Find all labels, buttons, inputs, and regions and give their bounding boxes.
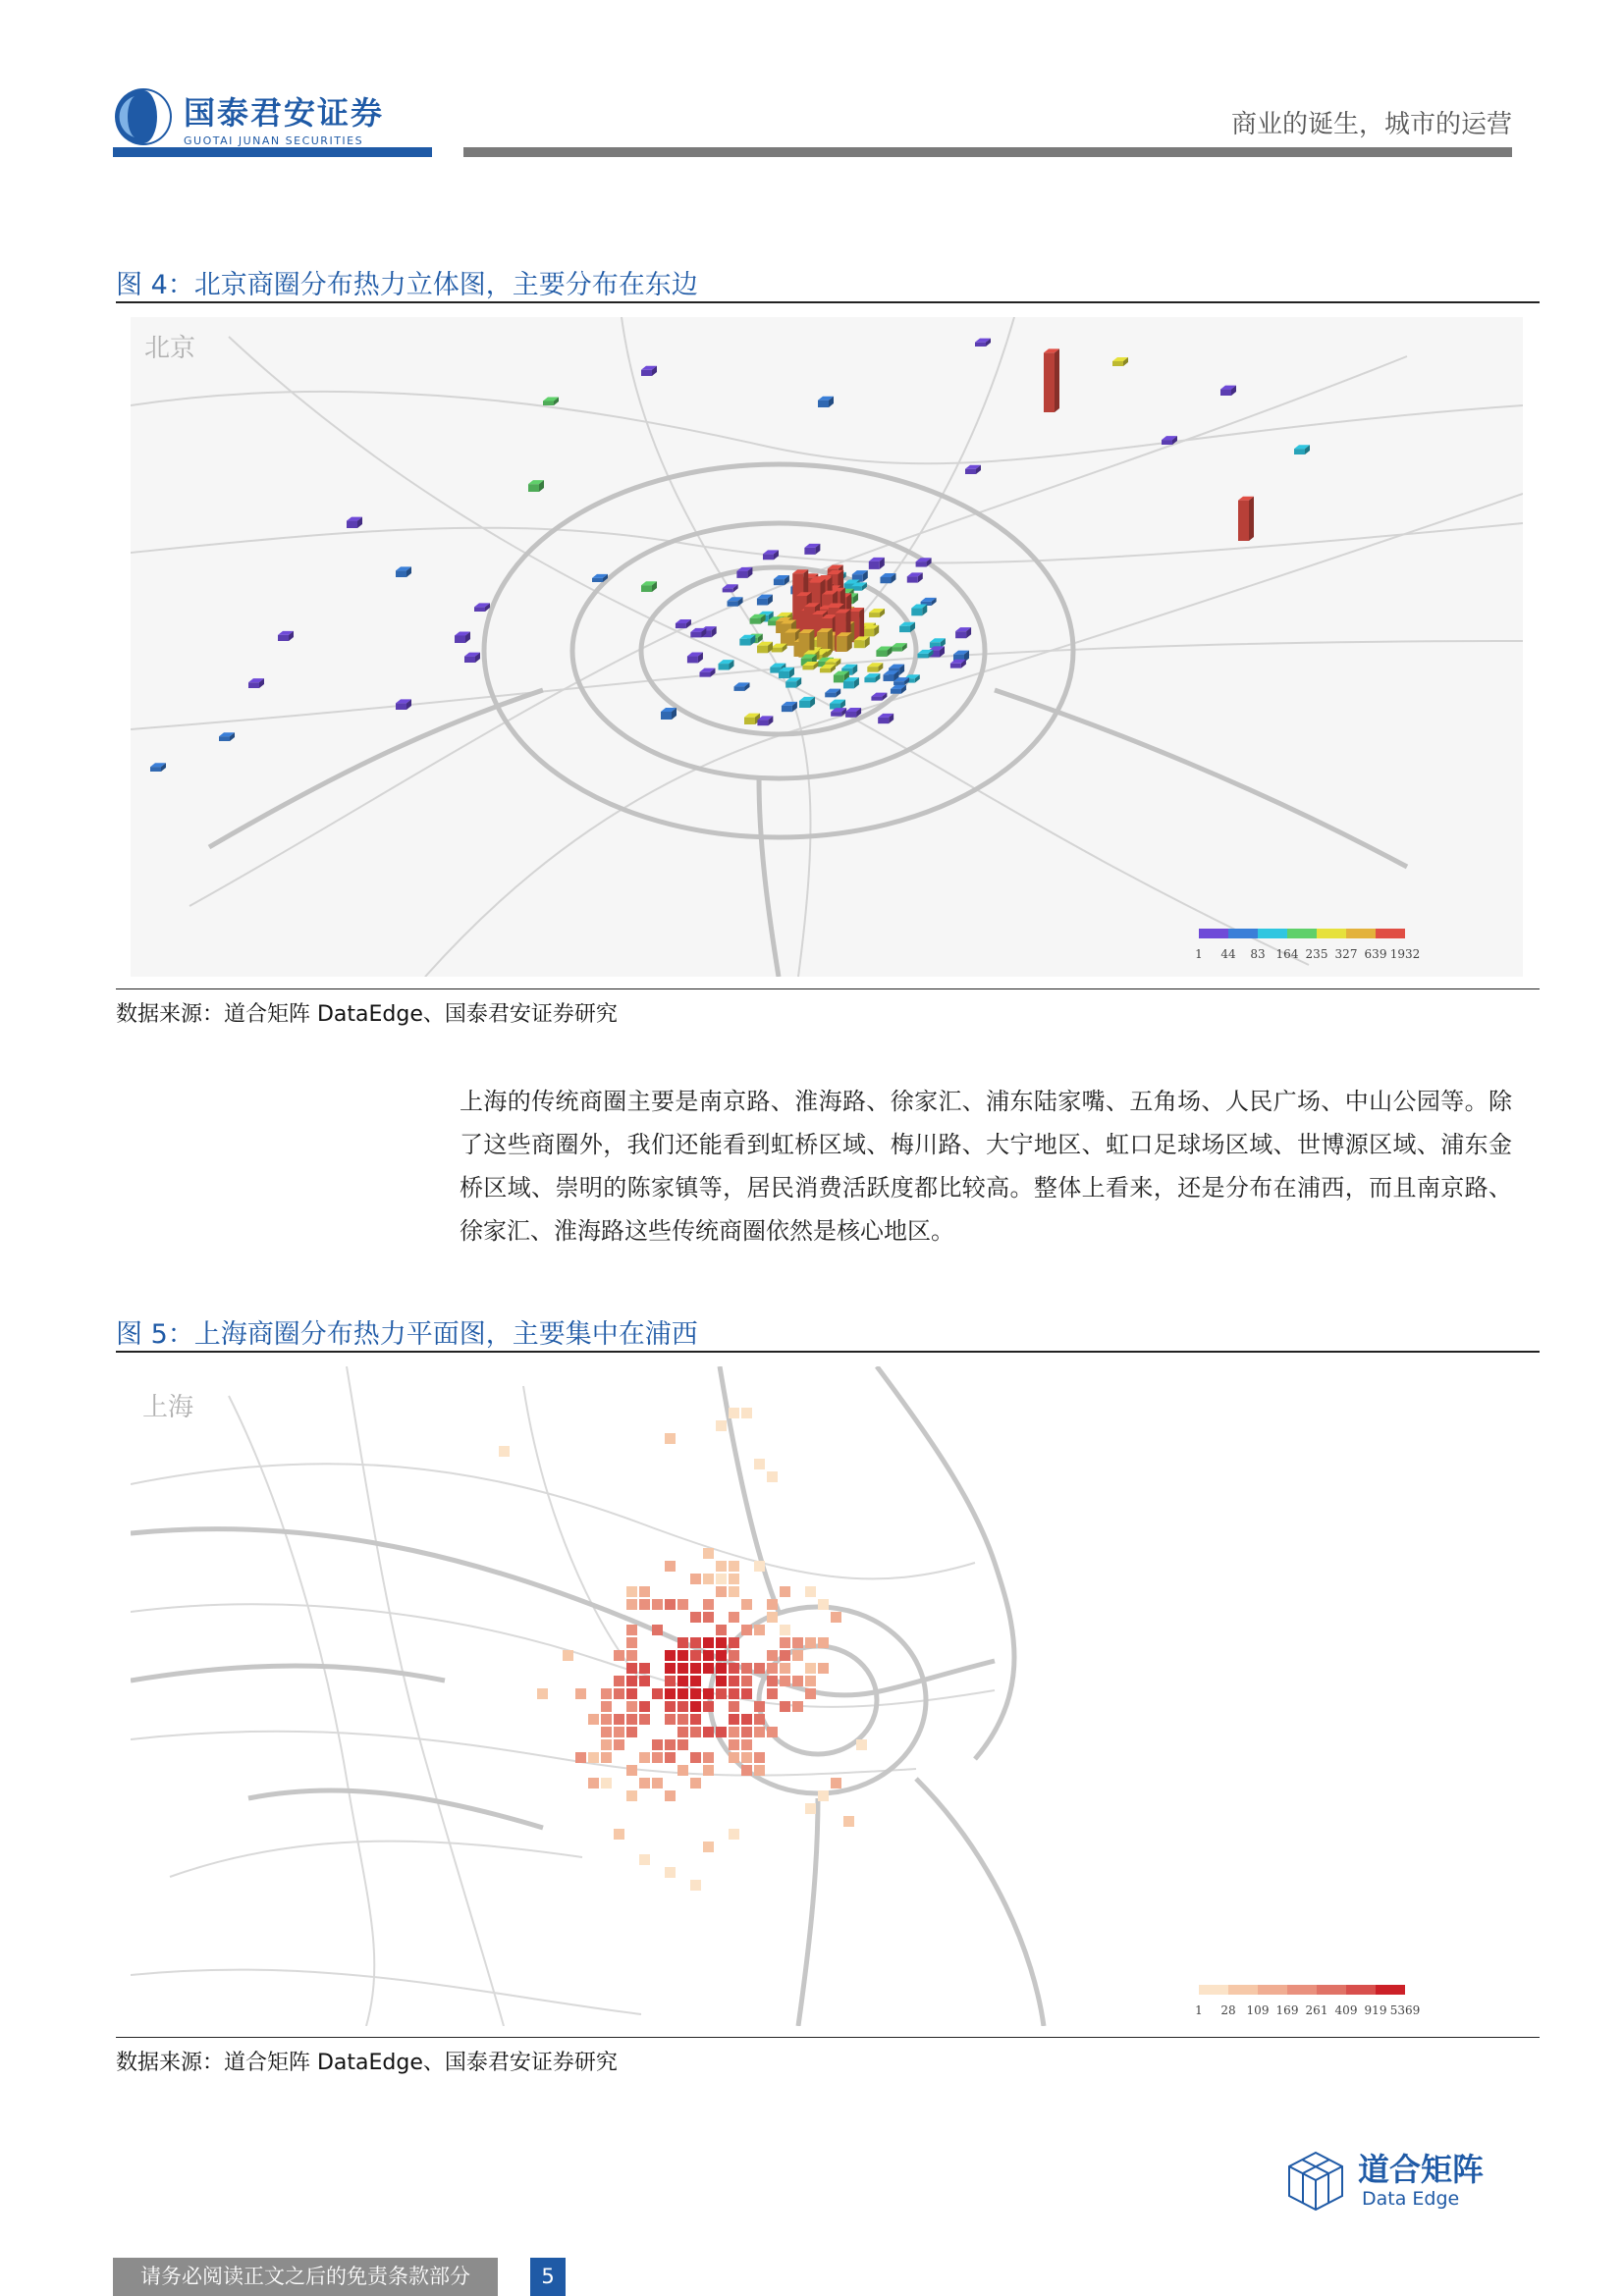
shanghai-cell [716,1574,727,1584]
disclaimer-note: 请务必阅读正文之后的免责条款部分 [113,2258,498,2296]
header-tagline: 商业的诞生，城市的运营 [1230,110,1512,139]
shanghai-cell [818,1663,829,1674]
shanghai-cell [601,1688,612,1699]
figure5-bottom-rule [116,2037,1540,2038]
shanghai-cell [741,1408,752,1418]
beijing-bar [661,708,677,720]
shanghai-cell [767,1612,778,1623]
shanghai-cell [601,1778,612,1789]
beijing-bar [641,366,657,376]
shanghai-cell [690,1612,701,1623]
brand-name-en: Data Edge [1362,2188,1460,2210]
shanghai-cell [792,1701,803,1712]
shanghai-cell [614,1739,624,1750]
beijing-bar [878,714,893,723]
beijing-bar [248,678,264,688]
shanghai-cell [805,1586,816,1597]
shanghai-cell [626,1676,637,1686]
shanghai-cell [588,1714,599,1725]
shanghai-cell [716,1727,727,1737]
shanghai-cell [639,1701,650,1712]
shanghai-cell [690,1650,701,1661]
shanghai-cell [754,1714,765,1725]
shanghai-cell [665,1561,676,1572]
shanghai-cell [703,1574,714,1584]
shanghai-cell [575,1688,586,1699]
shanghai-cell [639,1854,650,1865]
shanghai-cell [703,1612,714,1623]
shanghai-cell [741,1663,752,1674]
beijing-bar [278,631,294,641]
shanghai-cell [741,1727,752,1737]
shanghai-cell [767,1688,778,1699]
shanghai-cell [626,1701,637,1712]
shanghai-cell [805,1637,816,1648]
shanghai-cell [767,1471,778,1482]
beijing-bar [772,644,787,653]
shanghai-cell [741,1688,752,1699]
shanghai-cell [601,1714,612,1725]
shanghai-cell [741,1676,752,1686]
beijing-bar [676,619,691,628]
shanghai-cell [716,1637,727,1648]
beijing-bar [543,397,559,405]
beijing-bar [864,673,880,682]
shanghai-map-canvas [131,1366,1523,2026]
beijing-bar [867,663,883,671]
page-number: 5 [530,2258,566,2296]
shanghai-cell [729,1676,739,1686]
beijing-bar [892,643,907,651]
legend-label: 109 [1246,2003,1270,2017]
shanghai-cell [677,1688,688,1699]
shanghai-cell [665,1701,676,1712]
shanghai-cell [805,1688,816,1699]
legend-label: 169 [1275,2003,1299,2017]
shanghai-cell [741,1765,752,1776]
shanghai-cell [626,1790,637,1801]
shanghai-cell [729,1727,739,1737]
shanghai-cell [665,1599,676,1610]
shanghai-cell [690,1637,701,1648]
shanghai-cell [754,1727,765,1737]
shanghai-cell [856,1739,867,1750]
shanghai-cell [677,1739,688,1750]
shanghai-cell [665,1650,676,1661]
shanghai-cell [575,1752,586,1763]
shanghai-cell [792,1676,803,1686]
shanghai-cell [754,1752,765,1763]
legend-label: 1 [1195,2003,1203,2017]
beijing-bar [975,339,991,347]
shanghai-cell [729,1663,739,1674]
shanghai-cell [626,1714,637,1725]
shanghai-cell [805,1803,816,1814]
shanghai-cell [716,1688,727,1699]
shanghai-cell [639,1714,650,1725]
beijing-bar [641,581,657,592]
shanghai-cell [818,1790,829,1801]
shanghai-cell [767,1676,778,1686]
shanghai-cell [626,1586,637,1597]
shanghai-cell [767,1663,778,1674]
legend-label: 1 [1195,947,1203,961]
shanghai-cell [626,1637,637,1648]
beijing-bar [818,397,834,407]
logo-name-cn: 国泰君安证券 [184,94,385,132]
beijing-bar [837,632,852,652]
shanghai-cell [729,1714,739,1725]
beijing-bar [219,732,235,741]
shanghai-cell [639,1752,650,1763]
shanghai-cell [639,1663,650,1674]
legend-swatch [1258,1985,1287,1995]
shanghai-cell [626,1650,637,1661]
beijing-bar [965,465,981,474]
shanghai-cell [805,1663,816,1674]
shanghai-cell [690,1727,701,1737]
beijing-bar [1220,386,1236,396]
shanghai-cell [780,1650,790,1661]
shanghai-cell [729,1408,739,1418]
shanghai-cell [729,1586,739,1597]
shanghai-cell [677,1714,688,1725]
shanghai-cell [690,1880,701,1891]
legend-swatch [1376,1985,1405,1995]
shanghai-cell [703,1650,714,1661]
shanghai-cell [677,1765,688,1776]
shanghai-cell [652,1625,663,1635]
beijing-bar [880,573,895,583]
beijing-bar [907,572,923,582]
logo-name-en: GUOTAI JUNAN SECURITIES [184,134,364,147]
legend-swatch [1199,929,1228,938]
header-logo-bar [113,147,432,157]
legend-swatch [1258,929,1287,938]
shanghai-cell [716,1586,727,1597]
shanghai-cell [626,1727,637,1737]
legend-swatch [1287,929,1317,938]
shanghai-cells-layer [499,1408,867,1891]
legend-swatch [1346,1985,1376,1995]
shanghai-cell [690,1714,701,1725]
beijing-bar [347,517,362,528]
beijing-map-label: 北京 [144,334,196,363]
shanghai-cell [614,1688,624,1699]
shanghai-heat-map [131,1366,1523,2026]
shanghai-cell [690,1778,701,1789]
shanghai-cell [780,1676,790,1686]
shanghai-cell [639,1676,650,1686]
legend-label: 327 [1334,947,1358,961]
beijing-bar [1238,497,1254,541]
shanghai-cell [831,1612,841,1623]
shanghai-cell [716,1676,727,1686]
dataedge-cube-icon [1281,2147,1350,2216]
shanghai-cell [652,1688,663,1699]
shanghai-cell [754,1701,765,1712]
shanghai-cell [665,1739,676,1750]
shanghai-cell [690,1701,701,1712]
shanghai-cell [665,1433,676,1444]
beijing-legend [1195,929,1420,961]
shanghai-cell [614,1829,624,1840]
legend-swatch [1228,1985,1258,1995]
shanghai-cell [665,1867,676,1878]
shanghai-cell [639,1586,650,1597]
figure4-title-rule [116,301,1540,303]
shanghai-cell [677,1637,688,1648]
shanghai-cell [563,1650,573,1661]
legend-swatch [1376,929,1405,938]
beijing-bar [950,660,966,668]
beijing-bar [869,558,885,569]
shanghai-cell [614,1727,624,1737]
shanghai-cell [754,1561,765,1572]
beijing-bar [528,480,544,492]
body-paragraph: 上海的传统商圈主要是南京路、淮海路、徐家汇、浦东陆家嘴、五角场、人民广场、中山公园等。除了这些商圈外，我们还能看到虹桥区域、梅川路、大宁地区、虹口足球场区域、世博源区域、浦东金桥区域、崇明的陈家镇等，居民消费活跃度都比较高。整体上看来，还是分布在浦西，而且南京路、徐家汇、淮海路这些传统商圈依然是核心地区。 [460,1088,1512,1245]
figure5-title: 图 5：上海商圈分布热力平面图，主要集中在浦西 [116,1319,698,1350]
shanghai-cell [754,1459,765,1469]
beijing-bar [1294,445,1310,454]
shanghai-cell [729,1637,739,1648]
shanghai-cell [716,1561,727,1572]
shanghai-cell [767,1650,778,1661]
shanghai-cell [703,1599,714,1610]
shanghai-cell [729,1739,739,1750]
shanghai-cell [729,1701,739,1712]
shanghai-cell [729,1574,739,1584]
shanghai-cell [665,1752,676,1763]
figure4-title: 图 4：北京商圈分布热力立体图，主要分布在东边 [116,270,698,300]
legend-label: 235 [1305,947,1328,961]
figure4-source: 数据来源：道合矩阵 DataEdge、国泰君安证券研究 [116,1002,618,1027]
shanghai-cell [716,1650,727,1661]
shanghai-cell [703,1752,714,1763]
shanghai-cell [780,1663,790,1674]
shanghai-map-label: 上海 [142,1393,194,1422]
legend-label: 1932 [1389,947,1421,961]
shanghai-cell [729,1829,739,1840]
shanghai-cell [703,1688,714,1699]
shanghai-cell [499,1446,510,1457]
legend-swatch [1228,929,1258,938]
shanghai-cell [677,1663,688,1674]
beijing-bar [687,653,703,664]
beijing-bar [871,693,887,701]
shanghai-cell [780,1586,790,1597]
beijing-bar [911,605,927,616]
shanghai-cell [716,1420,727,1431]
shanghai-cell [652,1739,663,1750]
shanghai-cell [729,1688,739,1699]
shanghai-cell [652,1599,663,1610]
legend-swatch [1287,1985,1317,1995]
shanghai-cell [626,1663,637,1674]
beijing-bar [396,566,411,577]
shanghai-cell [601,1727,612,1737]
shanghai-cell [588,1752,599,1763]
shanghai-cell [780,1637,790,1648]
beijing-bar [396,699,411,710]
shanghai-cell [792,1650,803,1661]
beijing-bar [830,700,845,710]
shanghai-cell [601,1701,612,1712]
figure4-bottom-rule [116,988,1540,989]
shanghai-cell [639,1599,650,1610]
legend-swatch [1346,929,1376,938]
shanghai-cell [703,1765,714,1776]
shanghai-cell [626,1765,637,1776]
shanghai-cell [741,1714,752,1725]
shanghai-cell [780,1701,790,1712]
beijing-bar [474,603,490,612]
shanghai-cell [677,1599,688,1610]
figure5-source: 数据来源：道合矩阵 DataEdge、国泰君安证券研究 [116,2051,618,2075]
shanghai-cell [601,1752,612,1763]
shanghai-cell [665,1663,676,1674]
shanghai-cell [754,1765,765,1776]
shanghai-cell [626,1599,637,1610]
shanghai-cell [626,1625,637,1635]
shanghai-cell [652,1752,663,1763]
shanghai-cell [818,1599,829,1610]
shanghai-cell [690,1574,701,1584]
shanghai-cell [703,1842,714,1852]
legend-label: 44 [1220,947,1236,961]
legend-swatch [1317,1985,1346,1995]
shanghai-cell [754,1663,765,1674]
shanghai-cell [843,1816,854,1827]
shanghai-cell [729,1612,739,1623]
beijing-bar [955,627,971,638]
beijing-bar [734,682,750,691]
beijing-bar [785,677,801,687]
shanghai-cell [818,1637,829,1648]
legend-swatch [1199,1985,1228,1995]
shanghai-legend [1195,1985,1420,2017]
shanghai-cell [665,1714,676,1725]
shanghai-cell [614,1650,624,1661]
shanghai-cell [741,1739,752,1750]
shanghai-cell [729,1752,739,1763]
shanghai-cell [831,1778,841,1789]
header-rule [463,147,1512,157]
dataedge-brand [1281,2145,1527,2218]
beijing-bar [825,689,840,698]
beijing-bar [1044,348,1059,412]
beijing-bar [455,631,470,643]
legend-label: 919 [1364,2003,1387,2017]
beijing-bar [750,614,766,624]
beijing-bar [719,660,734,669]
beijing-bar [739,635,755,646]
shanghai-cell [677,1676,688,1686]
shanghai-cell [703,1727,714,1737]
shanghai-cell [677,1650,688,1661]
beijing-heat-map [131,317,1523,977]
beijing-bar [464,653,480,663]
shanghai-cell [690,1688,701,1699]
shanghai-cell [614,1676,624,1686]
shanghai-cell [601,1739,612,1750]
beijing-bar [150,763,166,772]
legend-label: 639 [1364,947,1387,961]
legend-label: 409 [1334,2003,1358,2017]
shanghai-cell [703,1548,714,1559]
shanghai-cell [805,1676,816,1686]
shanghai-cell [665,1790,676,1801]
shanghai-cell [703,1663,714,1674]
shanghai-cell [767,1599,778,1610]
beijing-bar [876,646,892,656]
shanghai-cell [703,1637,714,1648]
legend-label: 5369 [1389,2003,1421,2017]
beijing-bar [799,697,815,708]
shanghai-cell [639,1778,650,1789]
shanghai-cell [537,1688,548,1699]
shanghai-cell [780,1625,790,1635]
brand-name-cn: 道合矩阵 [1358,2151,1485,2188]
shanghai-cell [626,1688,637,1699]
figure5-title-rule [116,1351,1540,1353]
beijing-bar [763,550,779,560]
shanghai-cell [741,1625,752,1635]
company-logo [113,86,437,147]
legend-label: 28 [1220,2003,1236,2017]
legend-label: 83 [1250,947,1266,961]
shanghai-cell [677,1727,688,1737]
legend-label: 261 [1305,2003,1328,2017]
beijing-bar [845,708,861,718]
shanghai-cell [703,1701,714,1712]
shanghai-cell [665,1688,676,1699]
shanghai-cell [716,1663,727,1674]
shanghai-cell [588,1778,599,1789]
beijing-bar [757,595,773,606]
shanghai-cell [741,1599,752,1610]
legend-swatch [1317,929,1346,938]
beijing-bar [1112,357,1128,366]
logo-mark-icon [113,86,174,147]
shanghai-cell [690,1663,701,1674]
shanghai-cell [665,1676,676,1686]
beijing-bar [757,642,773,654]
shanghai-cell [690,1676,701,1686]
shanghai-cell [729,1650,739,1661]
shanghai-cell [741,1752,752,1763]
beijing-bar [804,544,820,555]
shanghai-cell [614,1714,624,1725]
beijing-bar [869,609,885,617]
beijing-bar [891,685,906,694]
shanghai-cell [792,1637,803,1648]
shanghai-cell [754,1625,765,1635]
beijing-map-canvas [131,317,1523,977]
shanghai-cell [677,1701,688,1712]
beijing-bar [723,584,738,592]
shanghai-cell [690,1752,701,1763]
legend-label: 164 [1275,947,1299,961]
shanghai-cell [767,1727,778,1737]
shanghai-cell [729,1561,739,1572]
shanghai-cell [716,1625,727,1635]
shanghai-cell [652,1778,663,1789]
